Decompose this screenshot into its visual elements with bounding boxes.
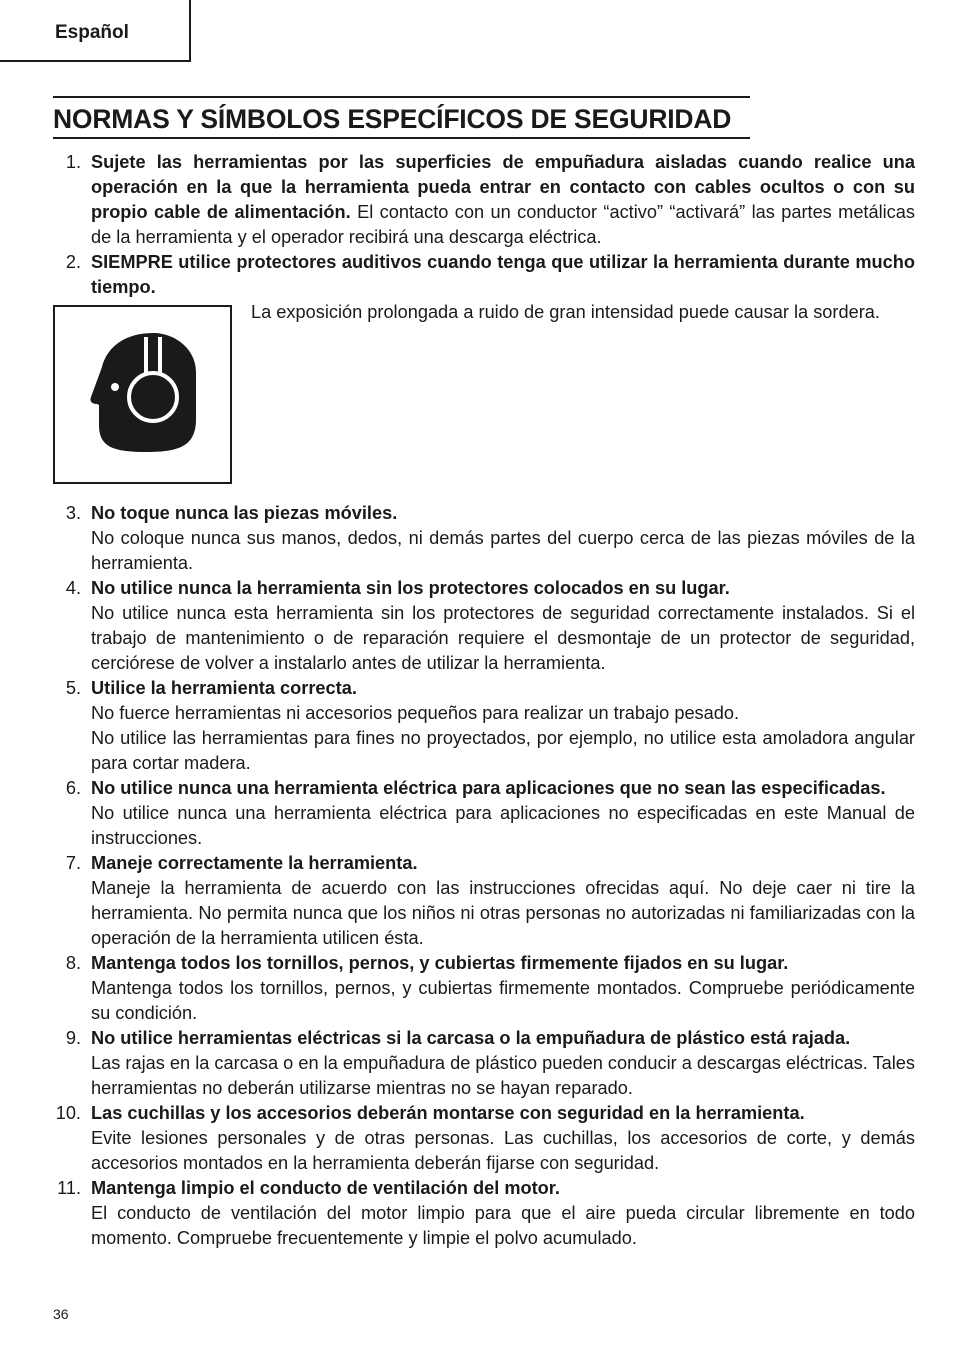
rule-text: No utilice nunca una herramienta eléctrica para aplicaciones no especificadas en este Manual de instrucciones. [91,803,915,848]
rule-item-4 [53,576,915,676]
rule-text: Maneje la herramienta de acuerdo con las instrucciones ofrecidas aquí. No deje caer ni tire la herramienta. No permita nunca que los niños ni otras personas no autorizadas ni familiarizadas con la operación de la herramienta utilicen ésta. [91,878,915,948]
rule-number: 10. [55,1103,81,1123]
section-title-bar [53,96,750,139]
rule-text: El contacto con un conductor “activo” “activará” las partes metálicas de la herramienta y el operador recibirá una descarga eléctrica. [91,202,915,247]
rule-heading: Sujete las herramientas por las superficies de empuñadura aisladas cuando realice una operación en la que la herramienta pueda entrar en contacto con cables ocultos o con su propio cable de alimentación. [91,152,915,222]
rule-heading: No toque nunca las piezas móviles [91,503,393,523]
rule-text: El conducto de ventilación del motor limpio para que el aire pueda circular libremente en todo momento. Compruebe frecuentemente y limpie el polvo acumulado. [91,1203,915,1248]
section-title: NORMAS Y SÍMBOLOS ESPECÍFICOS DE SEGURIDAD [53,104,732,134]
hearing-protection-icon [53,305,232,484]
rule-item-8: 8. Mantenga todos los tornillos, pernos, y cubiertas firmemente fijados en su lugar. Mantenga todos los tornillos, pernos, y cubiertas firmemente montados. Compruebe periódicamente su condición. [53,951,915,1026]
rule-number: 4. [65,578,81,598]
rule-heading: No utilice herramientas eléctricas si la carcasa o la empuñadura de plástico está rajada. [91,1028,851,1048]
rule-heading: SIEMPRE utilice protectores auditivos cuando tenga que utilizar la herramienta durante mucho tiempo [91,252,915,297]
rule-number: 11. [57,1178,81,1198]
rule-text: Las rajas en la carcasa o en la empuñadura de plástico pueden conducir a descargas eléctricas. Tales herramientas no deberán utilizarse mientras no se hayan reparado. [91,1053,915,1098]
rule-number: 2. [65,252,81,272]
language-tab [0,0,191,62]
rule-number: 3. [65,503,81,523]
rule-number: 8. [65,953,81,973]
rule-heading: Utilice la herramienta correcta [91,678,352,698]
rule-item-3: 3. No toque nunca las piezas móviles. No coloque nunca sus manos, dedos, ni demás partes del cuerpo cerca de las piezas móviles de la herramienta. [53,501,915,576]
rule-text: No utilice las herramientas para fines no proyectados, por ejemplo, no utilice esta amoladora angular para cortar madera. [91,728,915,773]
rule-heading: Maneje correctamente la herramienta [91,853,413,873]
rule-text: Evite lesiones personales y de otras personas. Las cuchillas, los accesorios de corte, y demás accesorios montados en la herramienta deberán fijarse con seguridad. [91,1128,915,1173]
rule-item-11: 11. Mantenga limpio el conducto de ventilación del motor. El conducto de ventilación del motor limpio para que el aire pueda circular libremente en todo momento. Compruebe frecuentemente y limpie el polvo acumulado. [53,1176,915,1251]
rule-number: 9. [65,1028,81,1048]
rule-text: Mantenga todos los tornillos, pernos, y cubiertas firmemente montados. Compruebe periódicamente su condición. [91,978,915,1023]
ear-protector-icon [55,307,230,482]
rule-heading: No utilice nunca una herramienta eléctrica para aplicaciones que no sean las especificadas [91,778,881,798]
rule-heading: Mantenga todos los tornillos, pernos, y cubiertas firmemente fijados en su lugar [91,953,784,973]
rule-item-9 [53,1026,915,1101]
rule-item-5: 5. Utilice la herramienta correcta. No fuerce herramientas ni accesorios pequeños para realizar un trabajo pesado. No utilice las herramientas para fines no proyectados, por ejemplo, no utilice esta amoladora angular para cortar madera. [53,676,915,776]
page-number: 36 [53,1306,69,1322]
rule-number: 7. [65,853,81,873]
rule-heading: Mantenga limpio el conducto de ventilación del motor [91,1178,555,1198]
rule-heading: Las cuchillas y los accesorios deberán montarse con seguridad en la herramienta [91,1103,800,1123]
hearing-warning-text: La exposición prolongada a ruido de gran intensidad puede causar la sordera. [251,302,880,322]
safety-rules-list [53,150,915,1251]
rule-text: No utilice nunca esta herramienta sin los protectores de seguridad correctamente instalados. Si el trabajo de mantenimiento o de reparación requiere el desmontaje de un protector de seguridad, cerciórese de volver a instalarlo antes de utilizar la herramienta. [91,603,915,673]
rule-number: 5. [65,678,81,698]
rule-text: No fuerce herramientas ni accesorios pequeños para realizar un trabajo pesado. [91,703,740,723]
rule-number: 6. [65,778,81,798]
rule-item-6: 6. No utilice nunca una herramienta eléctrica para aplicaciones que no sean las especificadas. No utilice nunca una herramienta eléctrica para aplicaciones no especificadas en este Manual de instrucciones. [53,776,915,851]
rule-item-7: 7. Maneje correctamente la herramienta. Maneje la herramienta de acuerdo con las instrucciones ofrecidas aquí. No deje caer ni tire la herramienta. No permita nunca que los niños ni otras personas no autorizadas ni familiarizadas con la operación de la herramienta utilicen ésta. [53,851,915,951]
rule-item-2: 2. SIEMPRE utilice protectores auditivos cuando tenga que utilizar la herramienta durante mucho tiempo. [65,252,915,297]
rule-number: 1. [65,152,81,172]
language-label: Español [55,22,129,43]
rule-text: No coloque nunca sus manos, dedos, ni demás partes del cuerpo cerca de las piezas móviles de la herramienta. [91,528,915,573]
rule-heading: No utilice nunca la herramienta sin los protectores colocados en su lugar. [91,578,730,598]
rule-item-10: 10. Las cuchillas y los accesorios deberán montarse con seguridad en la herramienta. Evite lesiones personales y de otras personas. Las cuchillas, los accesorios de corte, y demás accesorios montados en la herramienta deberán fijarse con seguridad. [53,1101,915,1176]
hearing-protection-row [53,300,915,501]
rule-item-1 [53,150,915,250]
